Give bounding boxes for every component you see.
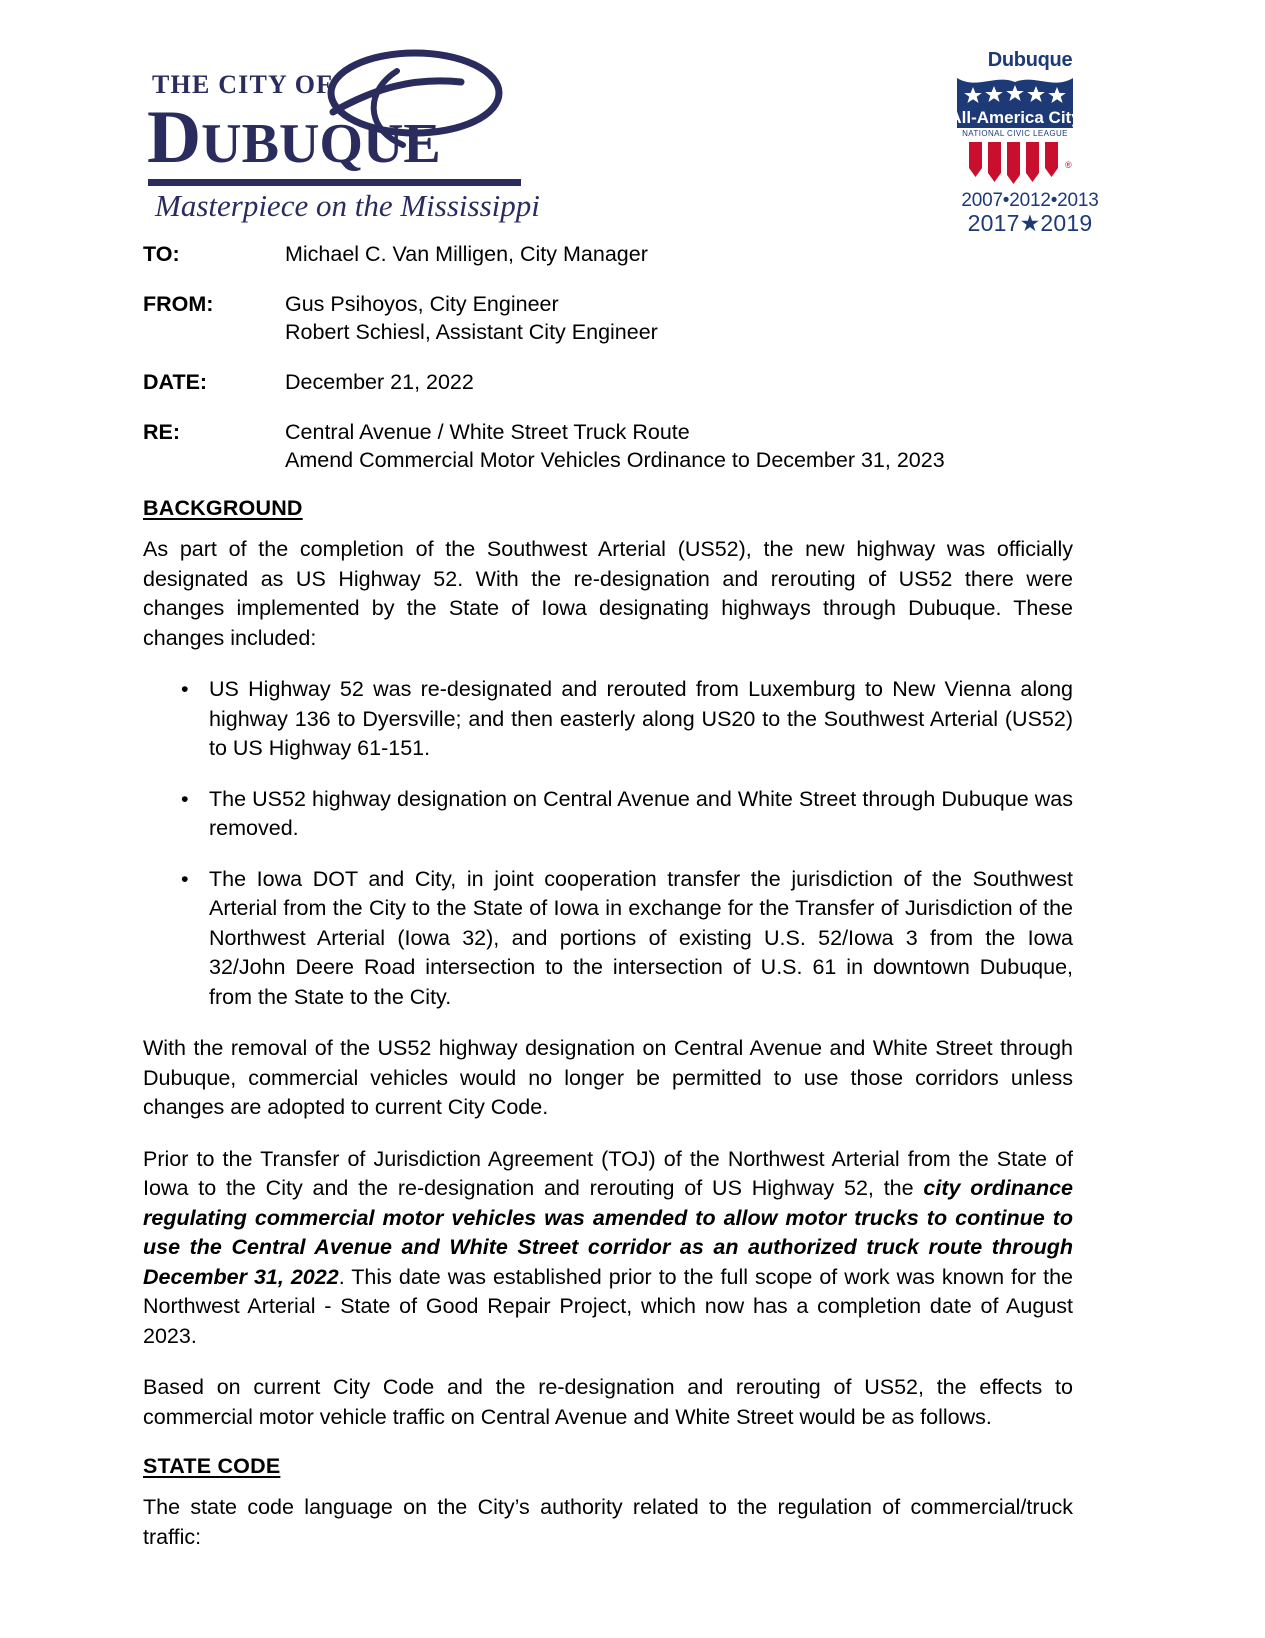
memo-field-to bbox=[143, 240, 1073, 268]
badge-city-name: Dubuque bbox=[987, 49, 1073, 71]
all-america-city-badge bbox=[955, 49, 1105, 236]
list-item: • The Iowa DOT and City, in joint cooperation transfer the jurisdiction of the Southwest Arterial from the City to the State of Iowa in exchange for the Transfer of Jurisdiction of the Northwest Arterial (Iowa 32), and portions of existing U.S. 52/Iowa 3 from the Iowa 32/John Deere Road intersection to the intersection of U.S. 61 in downtown Dubuque, from the State to the City. bbox=[209, 865, 1073, 1013]
logo-wordmark-initial: D bbox=[147, 96, 202, 179]
memo-value-re bbox=[285, 418, 1073, 474]
toj-text-part-1: Prior to the Transfer of Jurisdiction Agreement (TOJ) of the Northwest Arterial from the State of Iowa to the City and the re-designation and rerouting of US Highway 52, the bbox=[143, 1146, 1073, 1200]
background-bullet-list bbox=[143, 675, 1073, 1012]
memo-value-date bbox=[285, 368, 1073, 396]
state-code-intro-paragraph: The state code language on the City’s authority related to the regulation of commercial/truck traffic: bbox=[143, 1495, 1073, 1549]
svg-text:All-America City: All-America City bbox=[955, 108, 1075, 127]
logo-dubuque-wordmark bbox=[147, 96, 441, 182]
background-toj-paragraph bbox=[143, 1145, 1073, 1352]
memo-date-line-1: December 21, 2022 bbox=[285, 370, 474, 394]
memo-field-re bbox=[143, 418, 1073, 474]
memo-body bbox=[143, 240, 1073, 1552]
badge-years-line-1: 2007•2012•2013 bbox=[961, 190, 1099, 211]
background-removal-paragraph: With the removal of the US52 highway designation on Central Avenue and White Street through Dubuque, commercial vehicles would no longer be permitted to use those corridors unless changes are adopted to current City Code. bbox=[143, 1036, 1073, 1119]
background-effects-paragraph: Based on current City Code and the re-designation and rerouting of US52, the effects to commercial motor vehicle traffic on Central Avenue and White Street would be as follows. bbox=[143, 1375, 1073, 1429]
memo-re-line-1: Central Avenue / White Street Truck Route bbox=[285, 420, 690, 444]
background-intro-paragraph: As part of the completion of the Southwest Arterial (US52), the new highway was officially designated as US Highway 52. With the re-designation and rerouting of US52 there were changes implemented by the State of Iowa designating highways through Dubuque. These changes included: bbox=[143, 537, 1073, 650]
memo-value-from bbox=[285, 290, 1073, 346]
svg-text:®: ® bbox=[1065, 160, 1072, 170]
document-header bbox=[0, 0, 1265, 236]
list-item: • US Highway 52 was re-designated and rerouted from Luxemburg to New Vienna along highway 136 to Dyersville; and then easterly along US20 to the Southwest Arterial (US52) to US Highway 61-151. bbox=[209, 675, 1073, 764]
memo-label-to: TO: bbox=[143, 242, 180, 266]
badge-years-line-2: 2017★2019 bbox=[967, 210, 1093, 236]
section-heading-background: BACKGROUND bbox=[143, 496, 303, 520]
memo-field-from bbox=[143, 290, 1073, 346]
memo-to-line-1: Michael C. Van Milligen, City Manager bbox=[285, 242, 648, 266]
svg-text:NATIONAL CIVIC LEAGUE: NATIONAL CIVIC LEAGUE bbox=[962, 129, 1068, 138]
memo-label-date: DATE: bbox=[143, 370, 208, 394]
memo-from-line-2: Robert Schiesl, Assistant City Engineer bbox=[285, 320, 658, 344]
logo-the-city-of-text: THE CITY OF bbox=[152, 70, 334, 99]
city-of-dubuque-logo bbox=[143, 48, 543, 226]
memo-field-date bbox=[143, 368, 1073, 396]
section-heading-state-code: STATE CODE bbox=[143, 1454, 281, 1478]
toj-emphasis-text: city ordinance regulating commercial motor vehicles was amended to allow motor trucks to continue to use the Central Avenue and White Street corridor as an authorized truck route through December 31, 2022 bbox=[143, 1176, 1074, 1289]
memo-label-from: FROM: bbox=[143, 292, 214, 316]
list-item: • The US52 highway designation on Central Avenue and White Street through Dubuque was removed. bbox=[209, 785, 1073, 844]
logo-tagline-text: Masterpiece on the Mississippi bbox=[155, 188, 540, 223]
logo-divider-rule bbox=[148, 179, 521, 186]
all-america-city-shield-icon bbox=[955, 72, 1075, 184]
memo-value-to bbox=[285, 240, 1073, 268]
memo-re-line-2: Amend Commercial Motor Vehicles Ordinance to December 31, 2023 bbox=[285, 448, 945, 472]
memo-from-line-1: Gus Psihoyos, City Engineer bbox=[285, 292, 559, 316]
logo-wordmark-rest: UBUQUE bbox=[201, 113, 441, 175]
toj-text-part-2: . This date was established prior to the full scope of work was known for the Northwest Arterial - State of Good Repair Project, which now has a completion date of August 2023. bbox=[143, 1264, 1073, 1348]
memo-label-re: RE: bbox=[143, 420, 181, 444]
